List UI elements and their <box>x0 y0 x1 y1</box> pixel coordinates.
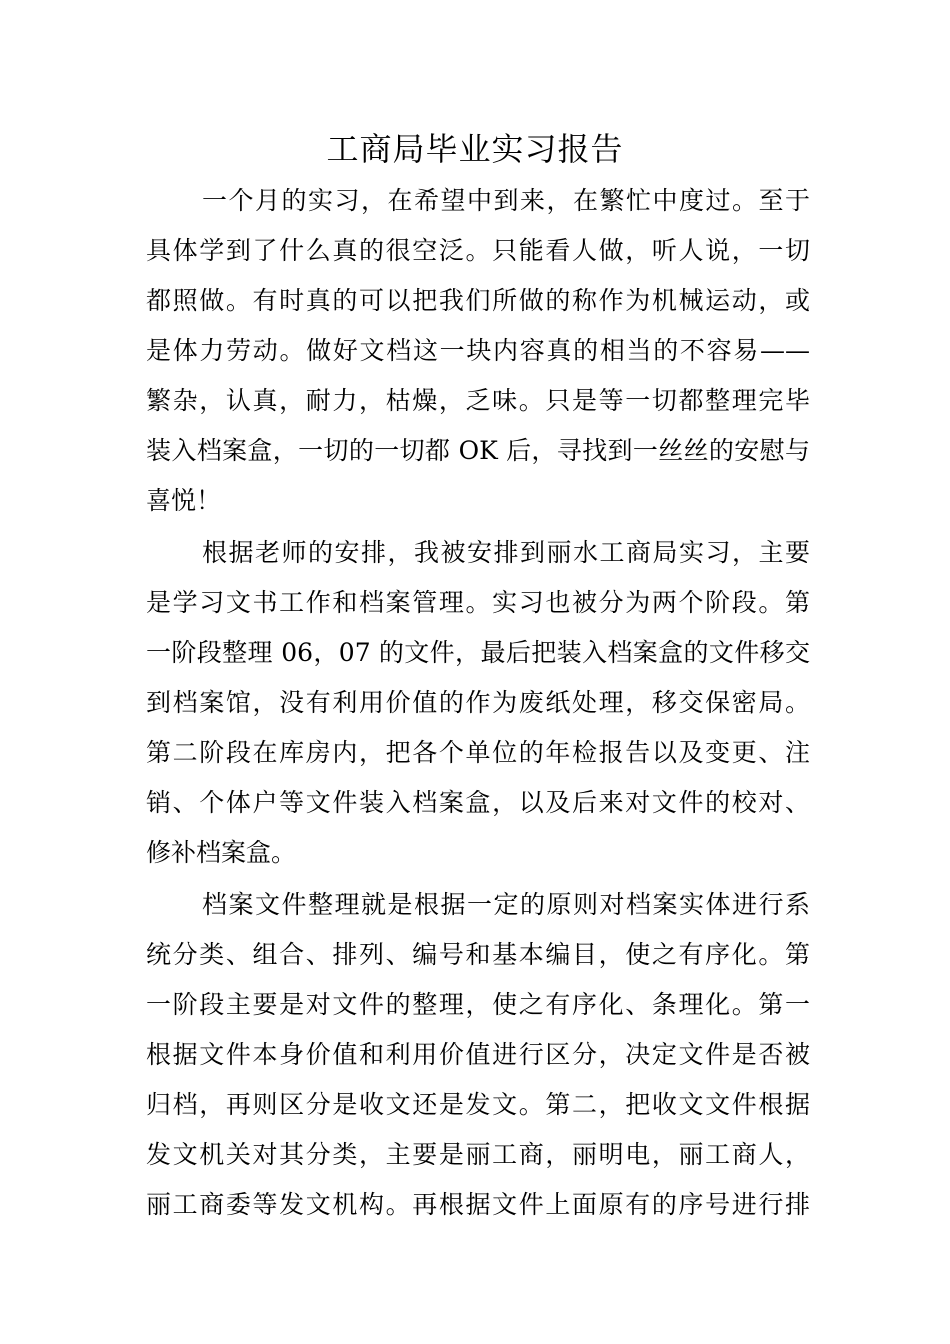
document-body <box>146 176 810 1230</box>
text-line: 喜悦！ <box>146 486 222 515</box>
text-line: 繁杂，认真，耐力，枯燥，乏味。只是等一切都整理完毕 <box>146 386 810 415</box>
text-line: 到档案馆，没有利用价值的作为废纸处理，移交保密局。 <box>146 688 810 717</box>
text-line: 装入档案盒，一切的一切都 OK 后，寻找到一丝丝的安慰与 <box>146 436 810 465</box>
text-line: 具体学到了什么真的很空泛。只能看人做，听人说，一切 <box>146 236 810 265</box>
text-line: 是体力劳动。做好文档这一块内容真的相当的不容易—— <box>146 336 810 365</box>
text-line: 销、个体户等文件装入档案盒，以及后来对文件的校对、 <box>146 788 810 817</box>
text-line: 统分类、组合、排列、编号和基本编目，使之有序化。第 <box>146 940 810 969</box>
text-line: 档案文件整理就是根据一定的原则对档案实体进行系 <box>202 890 810 919</box>
text-line: 发文机关对其分类，主要是丽工商，丽明电，丽工商人， <box>146 1140 810 1169</box>
text-line: 一阶段主要是对文件的整理，使之有序化、条理化。第一 <box>146 990 810 1019</box>
document-title: 工商局毕业实习报告 <box>326 130 624 168</box>
text-line: 都照做。有时真的可以把我们所做的称作为机械运动，或 <box>146 286 810 315</box>
paragraph-3 <box>146 880 810 1230</box>
text-line: 归档，再则区分是收文还是发文。第二，把收文文件根据 <box>146 1090 810 1119</box>
paragraph-1 <box>146 176 810 526</box>
paragraph-2 <box>146 528 810 878</box>
text-line: 一阶段整理 06，07 的文件，最后把装入档案盒的文件移交 <box>146 638 810 667</box>
text-line: 是学习文书工作和档案管理。实习也被分为两个阶段。第 <box>146 588 810 617</box>
text-line: 根据文件本身价值和利用价值进行区分，决定文件是否被 <box>146 1040 810 1069</box>
text-line: 一个月的实习，在希望中到来，在繁忙中度过。至于 <box>202 186 810 215</box>
text-line: 根据老师的安排，我被安排到丽水工商局实习，主要 <box>202 538 810 567</box>
text-line: 修补档案盒。 <box>146 838 297 867</box>
text-line: 丽工商委等发文机构。再根据文件上面原有的序号进行排 <box>146 1190 810 1219</box>
text-line: 第二阶段在库房内，把各个单位的年检报告以及变更、注 <box>146 738 810 767</box>
